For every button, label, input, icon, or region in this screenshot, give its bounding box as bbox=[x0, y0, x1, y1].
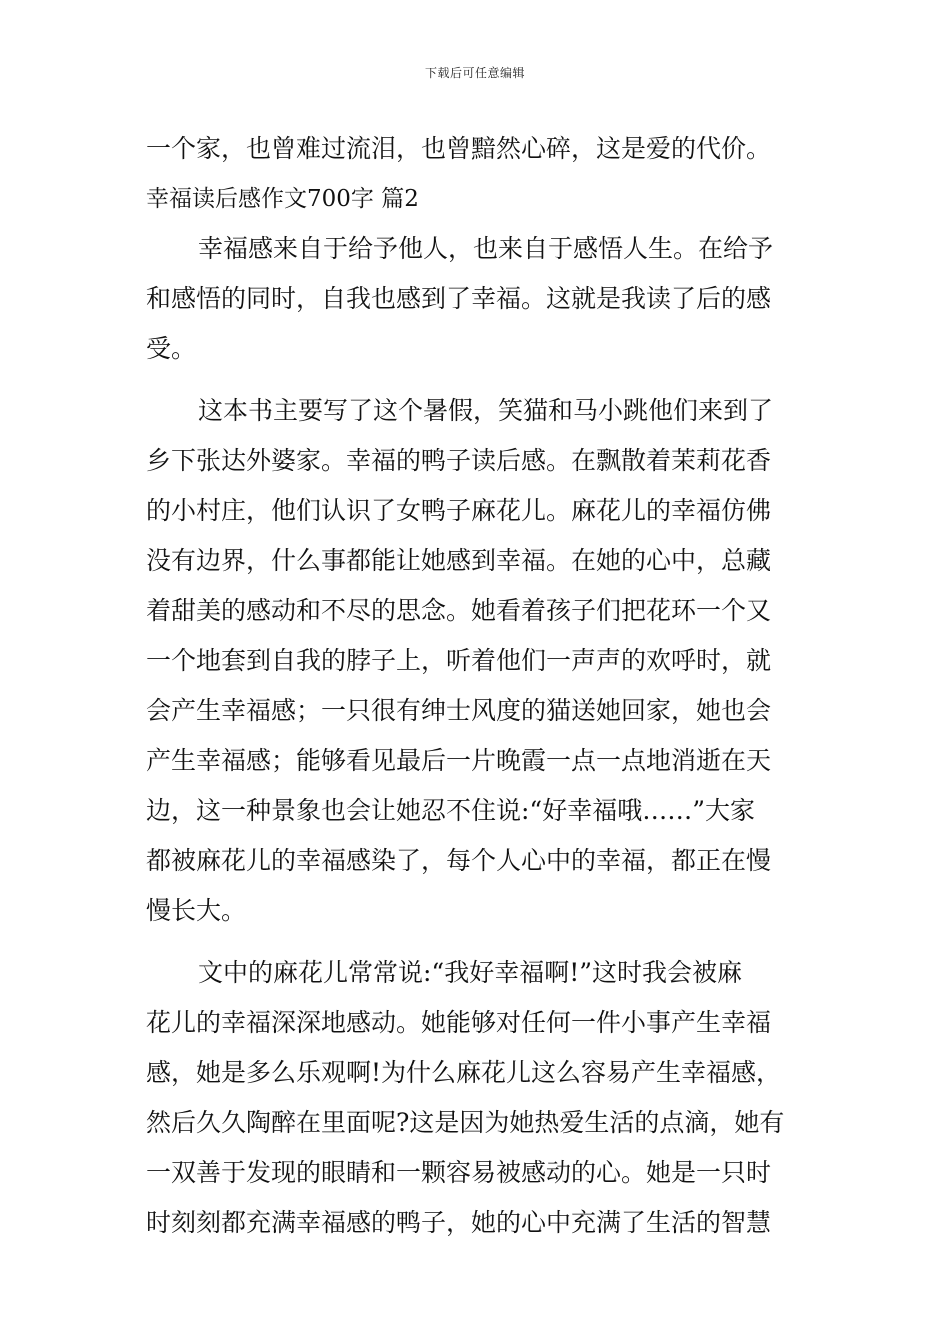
paragraph-line: 的小村庄，他们认识了女鸭子麻花儿。麻花儿的幸福仿佛 bbox=[146, 496, 772, 525]
paragraph-spacer bbox=[146, 936, 808, 948]
paragraph-line: 感，她是多么乐观啊!为什么麻花儿这么容易产生幸福感， bbox=[146, 1058, 782, 1087]
paragraph-line: 受。 bbox=[146, 334, 197, 363]
paragraph-line: 文中的麻花儿常常说:“我好幸福啊!”这时我会被麻 bbox=[198, 958, 743, 987]
section-title: 幸福读后感作文700字 篇2 bbox=[146, 186, 419, 212]
paragraph-line: 乡下张达外婆家。幸福的鸭子读后感。在飘散着茉莉花香 bbox=[146, 446, 772, 475]
paragraph-line: 一个地套到自我的脖子上，听着他们一声声的欢呼时，就 bbox=[146, 646, 772, 675]
paragraph-line: 幸福感来自于给予他人，也来自于感悟人生。在给予 bbox=[198, 234, 774, 263]
paragraph-spacer bbox=[146, 374, 808, 386]
document-body bbox=[146, 124, 808, 1248]
paragraph-line: 和感悟的同时，自我也感到了幸福。这就是我读了后的感 bbox=[146, 284, 772, 313]
intro-line: 一个家，也曾难过流泪，也曾黯然心碎，这是爱的代价。 bbox=[146, 134, 772, 163]
paragraph-line: 然后久久陶醉在里面呢?这是因为她热爱生活的点滴，她有 bbox=[146, 1108, 785, 1137]
paragraph-line: 这本书主要写了这个暑假，笑猫和马小跳他们来到了 bbox=[198, 396, 774, 425]
paragraph-line: 一双善于发现的眼睛和一颗容易被感动的心。她是一只时 bbox=[146, 1158, 772, 1187]
paragraph-line: 都被麻花儿的幸福感染了，每个人心中的幸福，都正在慢 bbox=[146, 846, 772, 875]
paragraph-line: 会产生幸福感；一只很有绅士风度的猫送她回家，她也会 bbox=[146, 696, 772, 725]
paragraph-line: 慢长大。 bbox=[146, 896, 247, 925]
paragraph-line: 花儿的幸福深深地感动。她能够对任何一件小事产生幸福 bbox=[146, 1008, 772, 1037]
page-header-note: 下载后可任意编辑 bbox=[424, 66, 525, 80]
paragraph-line: 没有边界，什么事都能让她感到幸福。在她的心中，总藏 bbox=[146, 546, 772, 575]
paragraph-2 bbox=[146, 386, 808, 936]
paragraph-1 bbox=[146, 224, 808, 374]
paragraph-line: 着甜美的感动和不尽的思念。她看着孩子们把花环一个又 bbox=[146, 596, 772, 625]
paragraph-line: 边，这一种景象也会让她忍不住说:“好幸福哦……”大家 bbox=[146, 796, 755, 825]
paragraph-line: 时刻刻都充满幸福感的鸭子，她的心中充满了生活的智慧 bbox=[146, 1208, 772, 1237]
paragraph-line: 产生幸福感；能够看见最后一片晚霞一点一点地消逝在天 bbox=[146, 746, 772, 775]
paragraph-3 bbox=[146, 948, 808, 1248]
